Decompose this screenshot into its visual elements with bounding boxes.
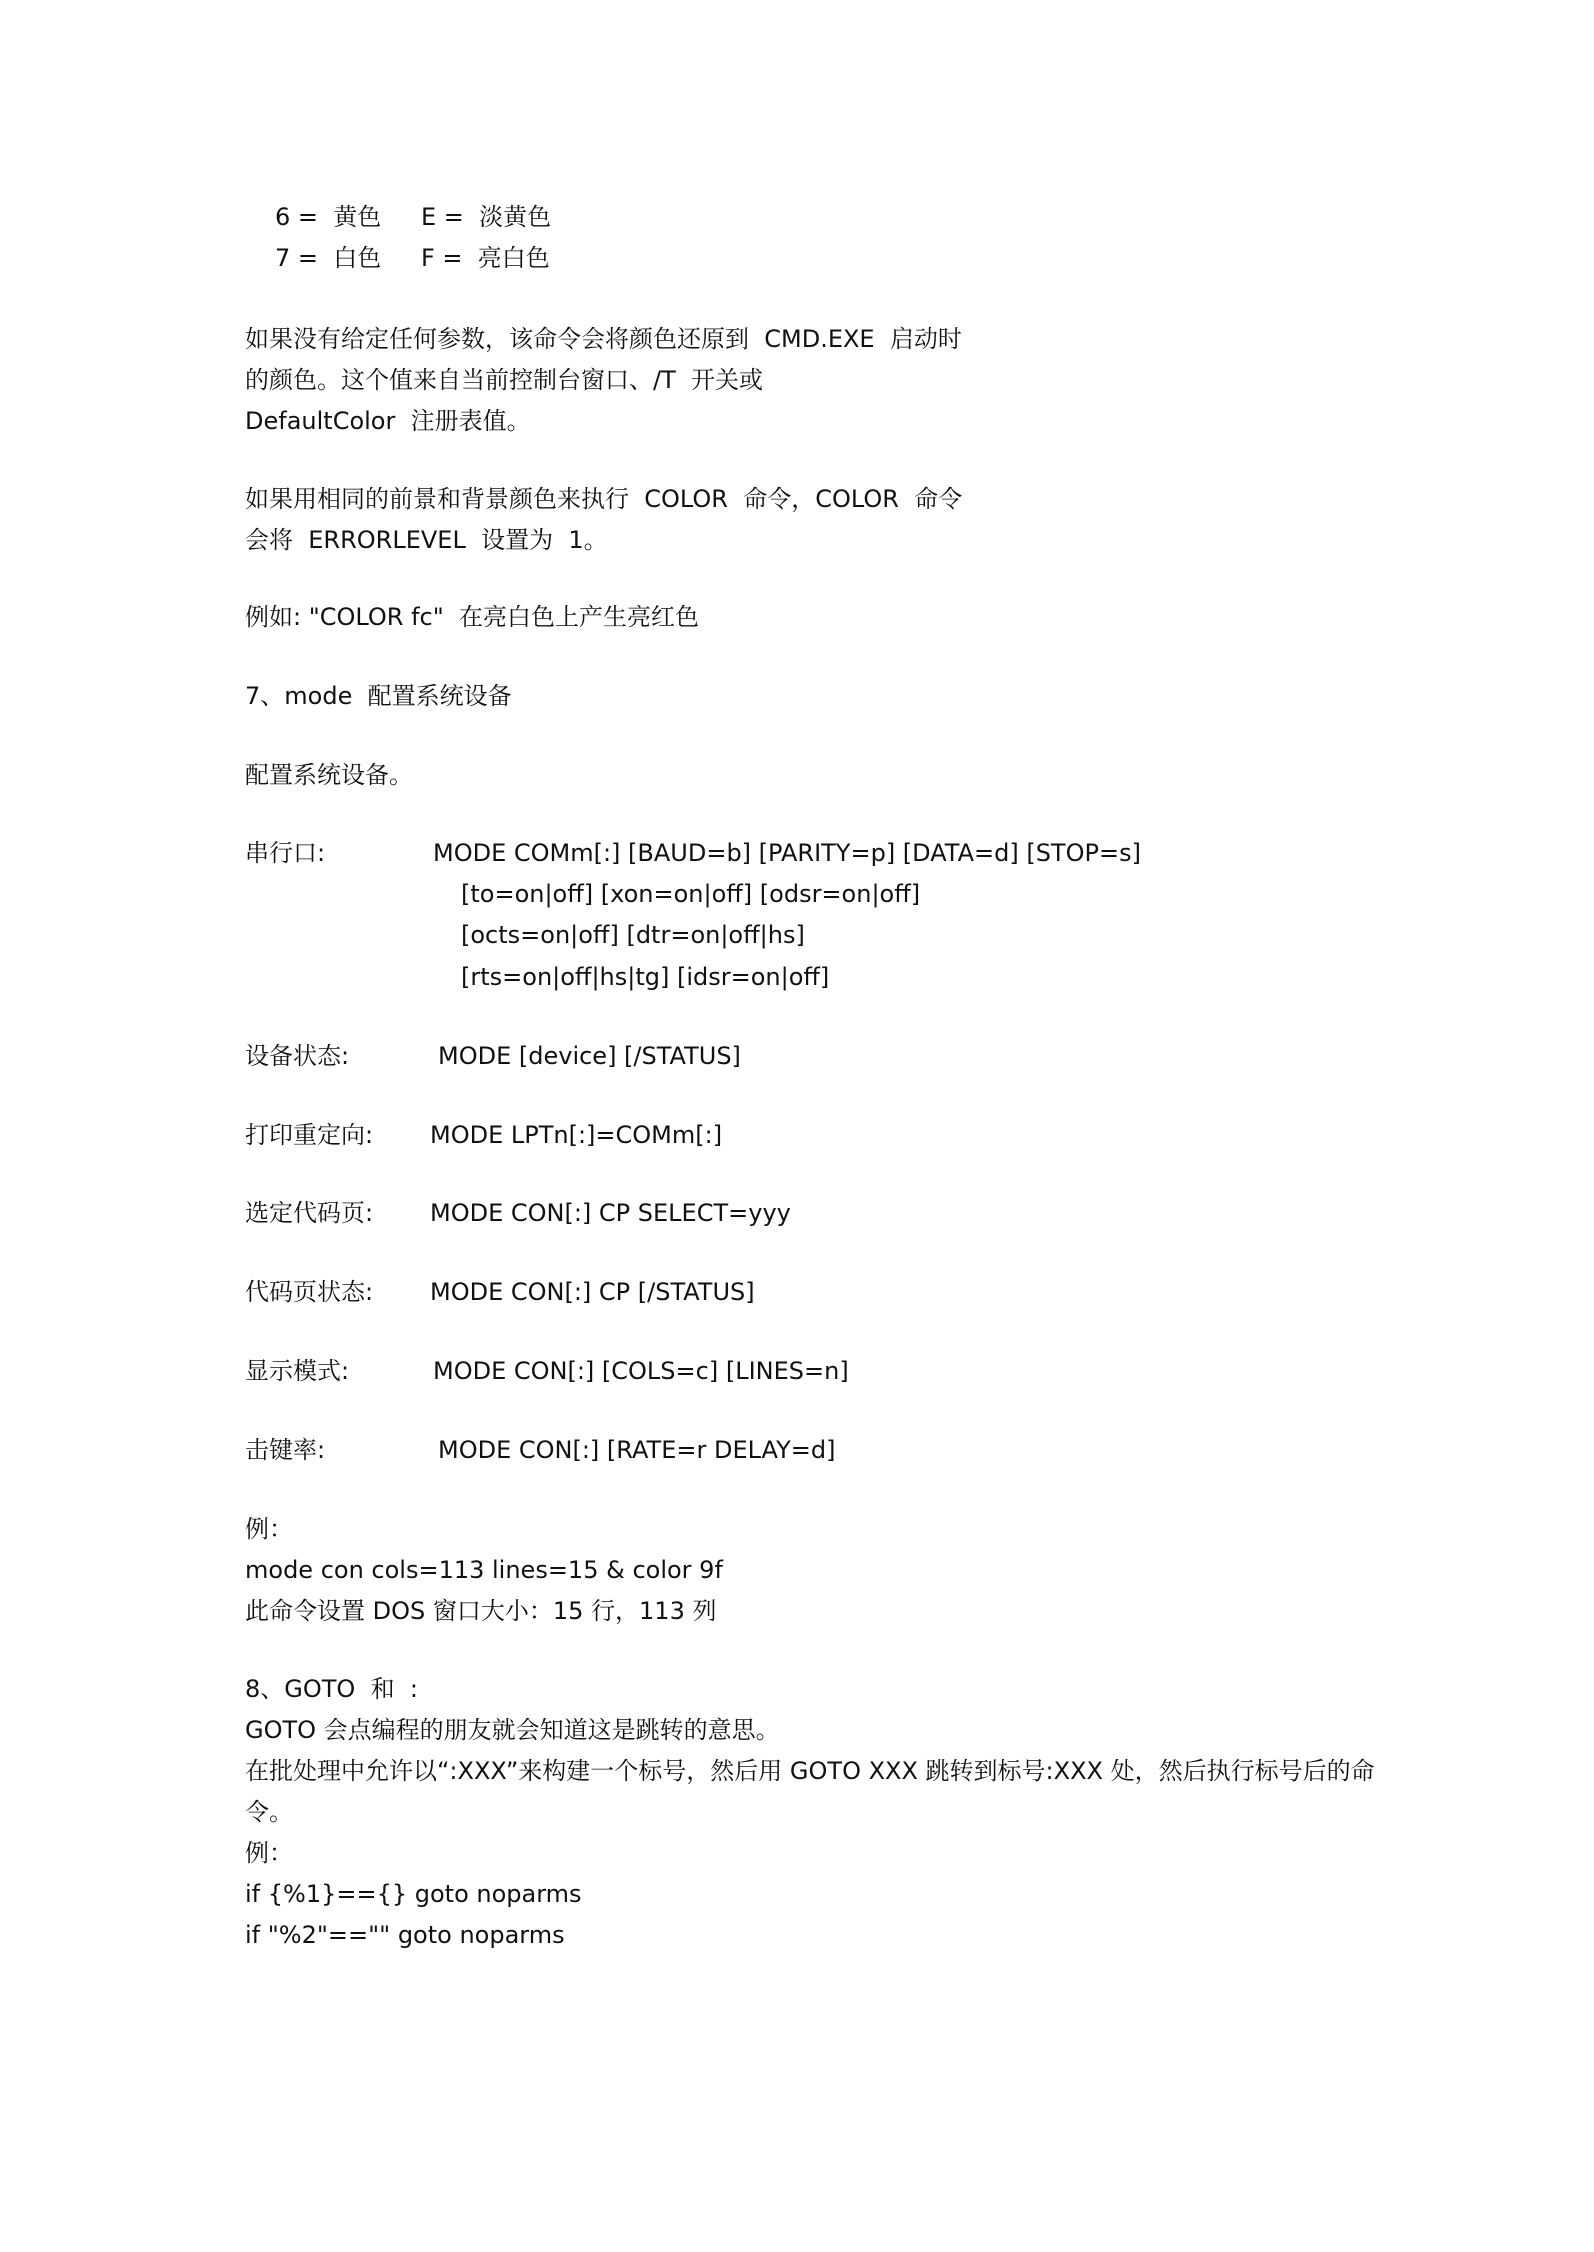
- color-item-6: 6 = 黄色: [275, 203, 382, 231]
- section-8-line-3: 在批处理中允许以“:XXX”来构建一个标号，然后用 GOTO XXX 跳转到标号:XXX 处，然后执行标号后的命: [245, 1757, 1375, 1785]
- mode-label-display: 显示模式:: [245, 1357, 350, 1385]
- mode-label-status: 设备状态:: [245, 1042, 350, 1070]
- mode-cmd-display: MODE CON[:] [COLS=c] [LINES=n]: [433, 1357, 849, 1385]
- paragraph-same-color-line-1: 如果用相同的前景和背景颜色来执行 COLOR 命令，COLOR 命令: [245, 485, 963, 513]
- color-item-7: 7 = 白色: [275, 244, 382, 272]
- paragraph-same-color-line-2: 会将 ERRORLEVEL 设置为 1。: [245, 526, 608, 554]
- section-8-code-1: if {%1}=={} goto noparms: [245, 1880, 582, 1908]
- example-7-command: mode con cols=113 lines=15 & color 9f: [245, 1556, 723, 1584]
- mode-cmd-serial-4: [rts=on|off|hs|tg] [idsr=on|off]: [461, 963, 830, 991]
- mode-cmd-codepage: MODE CON[:] CP SELECT=yyy: [430, 1199, 791, 1227]
- mode-cmd-serial-1: MODE COMm[:] [BAUD=b] [PARITY=p] [DATA=d] [STOP=s]: [433, 839, 1141, 867]
- paragraph-default-color-line-3: DefaultColor 注册表值。: [245, 407, 531, 435]
- mode-cmd-cpstatus: MODE CON[:] CP [/STATUS]: [430, 1278, 755, 1306]
- section-7-heading: 7、mode 配置系统设备: [245, 682, 512, 710]
- mode-label-cpstatus: 代码页状态:: [245, 1278, 374, 1306]
- mode-cmd-redirect: MODE LPTn[:]=COMm[:]: [430, 1121, 723, 1149]
- mode-label-redirect: 打印重定向:: [245, 1121, 374, 1149]
- mode-cmd-status: MODE [device] [/STATUS]: [438, 1042, 741, 1070]
- paragraph-default-color-line-2: 的颜色。这个值来自当前控制台窗口、/T 开关或: [245, 366, 764, 394]
- section-8-line-4: 令。: [245, 1798, 293, 1826]
- color-item-f: F = 亮白色: [421, 244, 550, 272]
- section-8-line-2: GOTO 会点编程的朋友就会知道这是跳转的意思。: [245, 1716, 780, 1744]
- mode-cmd-serial-3: [octs=on|off] [dtr=on|off|hs]: [461, 921, 805, 949]
- example-7-description: 此命令设置 DOS 窗口大小：15 行，113 列: [245, 1597, 717, 1625]
- color-item-e: E = 淡黄色: [421, 203, 552, 231]
- mode-label-codepage: 选定代码页:: [245, 1199, 374, 1227]
- mode-cmd-serial-2: [to=on|off] [xon=on|off] [odsr=on|off]: [461, 880, 921, 908]
- color-example: 例如: "COLOR fc" 在亮白色上产生亮红色: [245, 603, 700, 631]
- section-8-example-label: 例：: [245, 1839, 293, 1867]
- mode-cmd-typematic: MODE CON[:] [RATE=r DELAY=d]: [438, 1436, 836, 1464]
- section-8-code-2: if "%2"=="" goto noparms: [245, 1921, 565, 1949]
- section-8-heading: 8、GOTO 和 :: [245, 1675, 418, 1703]
- paragraph-default-color-line-1: 如果没有给定任何参数，该命令会将颜色还原到 CMD.EXE 启动时: [245, 325, 962, 353]
- section-7-intro: 配置系统设备。: [245, 761, 413, 789]
- mode-label-typematic: 击键率:: [245, 1436, 326, 1464]
- example-7-label: 例：: [245, 1515, 293, 1543]
- mode-label-serial: 串行口:: [245, 839, 326, 867]
